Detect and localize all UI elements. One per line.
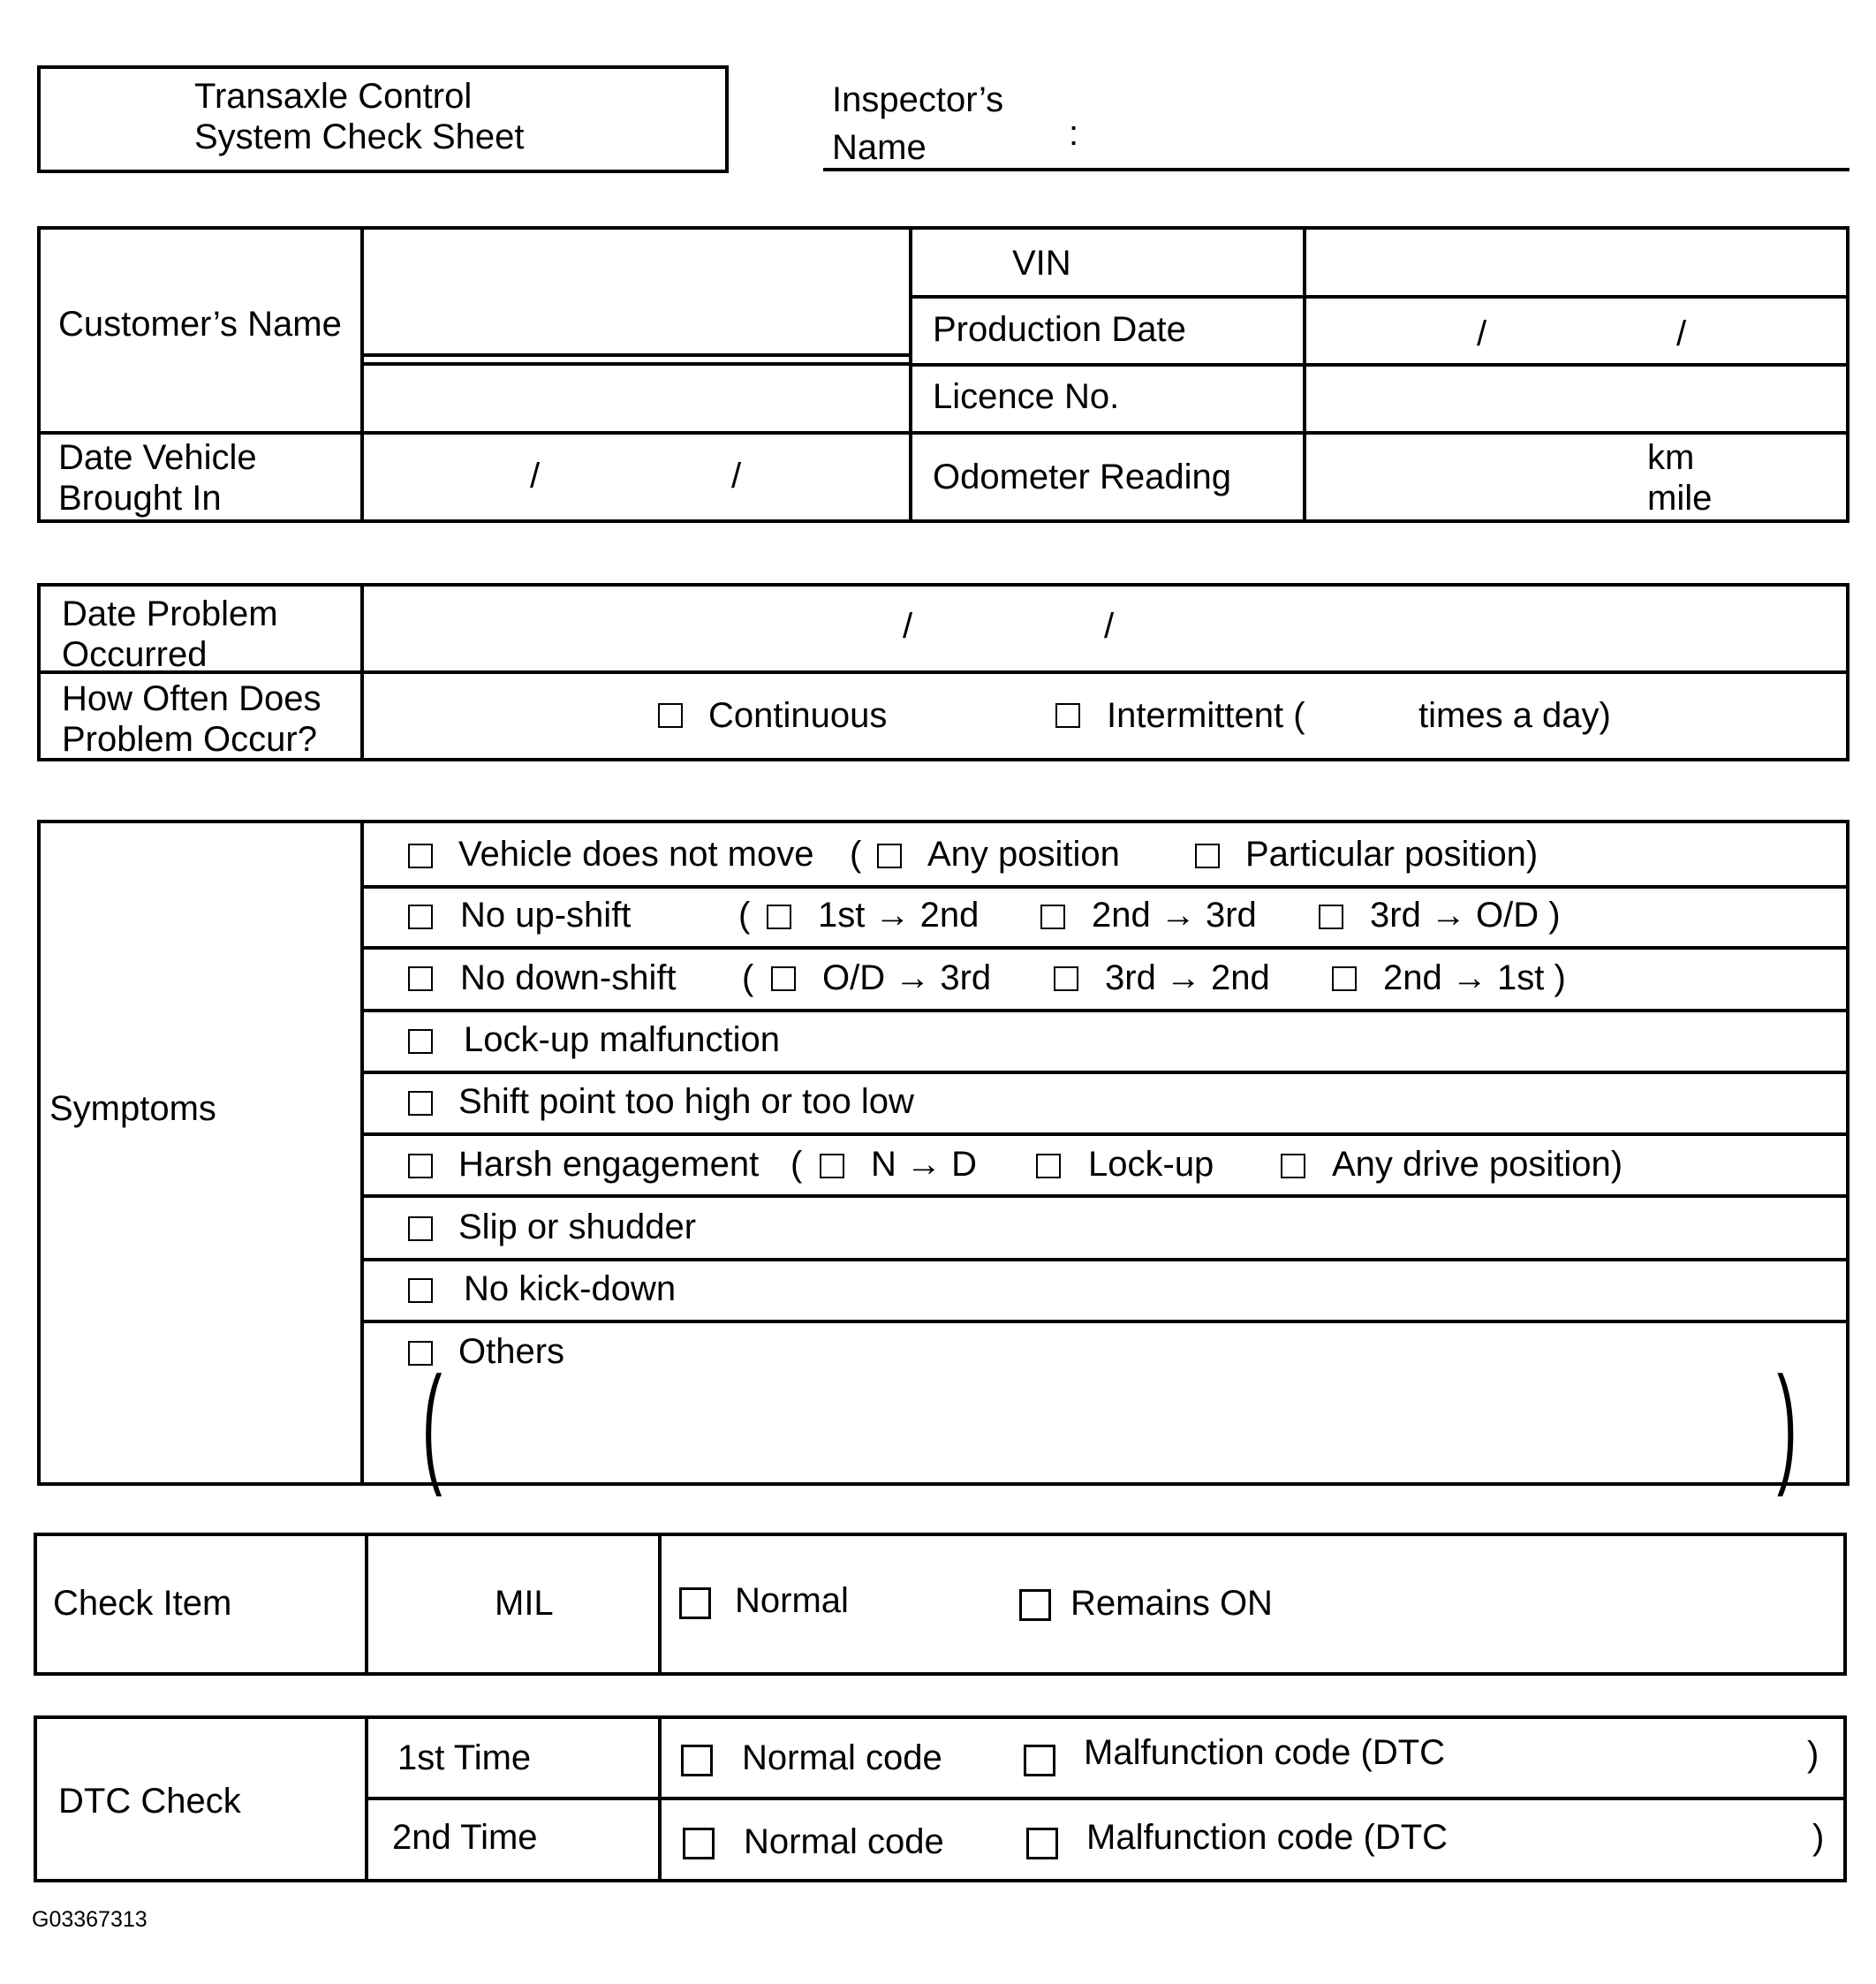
dtc-1st-malfunction-label: Malfunction code (DTC xyxy=(1084,1733,1446,1772)
date-problem-slash-2: / xyxy=(1104,607,1115,646)
upshift-2nd-3rd-checkbox[interactable] xyxy=(1040,905,1065,929)
symptom-lockup-malfunction-label: Lock-up malfunction xyxy=(464,1020,780,1059)
inspector-colon: : xyxy=(1069,114,1079,153)
dtc-1st-normal-label: Normal code xyxy=(742,1738,942,1777)
harsh-lockup-label: Lock-up xyxy=(1088,1145,1214,1184)
symptom-no-kickdown-checkbox[interactable] xyxy=(408,1278,433,1303)
date-brought-in-slash-1: / xyxy=(530,457,541,496)
divider xyxy=(909,226,912,523)
date-problem-label-line-1: Date Problem xyxy=(62,594,278,633)
intermittent-checkbox[interactable] xyxy=(1055,703,1080,728)
dtc-2nd-normal-label: Normal code xyxy=(744,1822,944,1861)
divider xyxy=(365,1797,1847,1800)
downshift-od-3rd-checkbox[interactable] xyxy=(771,966,796,991)
frequency-label-line-2: Problem Occur? xyxy=(62,720,317,759)
symptom-no-downshift-label: No down-shift xyxy=(460,958,677,997)
odometer-label: Odometer Reading xyxy=(933,458,1231,496)
others-paren-close: ) xyxy=(1777,1349,1797,1497)
divider xyxy=(37,670,1850,674)
harsh-n-d-label: N → D xyxy=(871,1145,977,1184)
check-item-table xyxy=(34,1533,1847,1676)
upshift-1st-2nd-label: 1st → 2nd xyxy=(818,896,980,935)
inspector-label-line-1: Inspector’s xyxy=(832,80,1004,119)
dtc-2nd-malfunction-checkbox[interactable] xyxy=(1026,1828,1058,1859)
customer-name-label: Customer’s Name xyxy=(58,305,342,344)
dtc-2nd-time-label: 2nd Time xyxy=(392,1818,538,1857)
downshift-2nd-1st-label: 2nd → 1st ) xyxy=(1383,958,1566,997)
others-detail-field[interactable] xyxy=(459,1374,1766,1472)
odometer-km: km xyxy=(1647,438,1695,477)
divider xyxy=(360,946,1850,950)
dtc-1st-close: ) xyxy=(1807,1735,1819,1774)
date-brought-in-label-line-1: Date Vehicle xyxy=(58,438,257,477)
symptom-shift-point-label: Shift point too high or too low xyxy=(458,1082,914,1121)
upshift-3rd-od-checkbox[interactable] xyxy=(1319,905,1343,929)
downshift-3rd-2nd-checkbox[interactable] xyxy=(1054,966,1078,991)
mil-normal-label: Normal xyxy=(735,1581,849,1620)
continuous-checkbox[interactable] xyxy=(658,703,683,728)
symptom-no-downshift-checkbox[interactable] xyxy=(408,966,433,991)
dtc-2nd-close: ) xyxy=(1812,1818,1825,1857)
mil-remains-on-checkbox[interactable] xyxy=(1019,1589,1051,1621)
any-position-checkbox[interactable] xyxy=(877,844,902,868)
symptom-slip-shudder-checkbox[interactable] xyxy=(408,1216,433,1241)
downshift-3rd-2nd-label: 3rd → 2nd xyxy=(1105,958,1270,997)
symptom-no-move-checkbox[interactable] xyxy=(408,844,433,868)
upshift-2nd-3rd-label: 2nd → 3rd xyxy=(1092,896,1257,935)
divider xyxy=(360,1258,1850,1261)
check-item-label: Check Item xyxy=(53,1584,232,1623)
divider xyxy=(37,431,1850,435)
symptom-others-label: Others xyxy=(458,1332,565,1371)
times-a-day-label: times a day) xyxy=(1418,696,1611,735)
harsh-open: ( xyxy=(790,1145,803,1184)
customer-name-field[interactable] xyxy=(364,230,907,352)
others-paren-open: ( xyxy=(422,1349,443,1497)
title-line-1: Transaxle Control xyxy=(194,77,473,116)
vin-label: VIN xyxy=(1012,244,1071,283)
inspector-name-field[interactable] xyxy=(823,168,1850,171)
downshift-od-3rd-label: O/D → 3rd xyxy=(822,958,992,997)
date-problem-label-line-2: Occurred xyxy=(62,635,208,674)
divider xyxy=(360,353,911,357)
divider xyxy=(360,1009,1850,1012)
inspector-label-line-2: Name xyxy=(832,128,927,167)
intermittent-label: Intermittent ( xyxy=(1107,696,1305,735)
symptom-lockup-malfunction-checkbox[interactable] xyxy=(408,1029,433,1054)
dtc-1st-time-label: 1st Time xyxy=(397,1738,532,1777)
mil-remains-on-label: Remains ON xyxy=(1070,1584,1273,1623)
divider xyxy=(658,1533,662,1676)
harsh-lockup-checkbox[interactable] xyxy=(1036,1154,1061,1178)
harsh-any-drive-checkbox[interactable] xyxy=(1281,1154,1305,1178)
date-brought-in-label-line-2: Brought In xyxy=(58,479,222,518)
divider xyxy=(360,362,911,366)
divider xyxy=(360,1194,1850,1198)
vin-field[interactable] xyxy=(1306,230,1846,293)
dtc-1st-malfunction-checkbox[interactable] xyxy=(1024,1745,1055,1776)
figure-code: G03367313 xyxy=(32,1907,148,1932)
divider xyxy=(360,820,364,1486)
frequency-label-line-1: How Often Does xyxy=(62,679,321,718)
dtc-2nd-normal-checkbox[interactable] xyxy=(683,1828,715,1859)
production-date-slash-1: / xyxy=(1477,314,1487,353)
symptom-slip-shudder-label: Slip or shudder xyxy=(458,1208,697,1246)
dtc-2nd-malfunction-label: Malfunction code (DTC xyxy=(1086,1818,1449,1857)
divider xyxy=(365,1533,368,1676)
symptom-no-upshift-label: No up-shift xyxy=(460,896,632,935)
odometer-mile: mile xyxy=(1647,479,1713,518)
mil-label: MIL xyxy=(495,1584,554,1623)
licence-label: Licence No. xyxy=(933,377,1120,416)
harsh-n-d-checkbox[interactable] xyxy=(820,1154,844,1178)
upshift-3rd-od-label: 3rd → O/D ) xyxy=(1370,896,1561,935)
particular-position-checkbox[interactable] xyxy=(1195,844,1220,868)
upshift-1st-2nd-checkbox[interactable] xyxy=(767,905,791,929)
symptom-harsh-engagement-checkbox[interactable] xyxy=(408,1154,433,1178)
divider xyxy=(360,885,1850,889)
symptoms-label: Symptoms xyxy=(49,1089,216,1128)
divider xyxy=(909,295,1850,299)
harsh-any-drive-label: Any drive position) xyxy=(1332,1145,1623,1184)
symptom-no-kickdown-label: No kick-down xyxy=(464,1269,677,1308)
upshift-open: ( xyxy=(738,896,751,935)
production-date-label: Production Date xyxy=(933,310,1186,349)
divider xyxy=(360,1320,1850,1323)
symptom-shift-point-checkbox[interactable] xyxy=(408,1091,433,1116)
downshift-2nd-1st-checkbox[interactable] xyxy=(1332,966,1357,991)
mil-normal-checkbox[interactable] xyxy=(679,1587,711,1619)
date-problem-slash-1: / xyxy=(903,607,913,646)
title-line-2: System Check Sheet xyxy=(194,117,525,156)
dtc-check-label: DTC Check xyxy=(58,1782,241,1821)
production-date-slash-2: / xyxy=(1676,314,1687,353)
divider xyxy=(360,1071,1850,1074)
licence-field[interactable] xyxy=(1306,367,1846,429)
symptom-no-move-open: ( xyxy=(850,835,862,874)
particular-position-label: Particular position) xyxy=(1245,835,1539,874)
symptom-harsh-engagement-label: Harsh engagement xyxy=(458,1145,760,1184)
any-position-label: Any position xyxy=(927,835,1120,874)
date-brought-in-slash-2: / xyxy=(731,457,742,496)
symptom-no-upshift-checkbox[interactable] xyxy=(408,905,433,929)
dtc-1st-normal-checkbox[interactable] xyxy=(681,1745,713,1776)
symptom-no-move-label: Vehicle does not move xyxy=(458,835,814,874)
divider xyxy=(360,1132,1850,1136)
continuous-label: Continuous xyxy=(708,696,888,735)
downshift-open: ( xyxy=(742,958,754,997)
